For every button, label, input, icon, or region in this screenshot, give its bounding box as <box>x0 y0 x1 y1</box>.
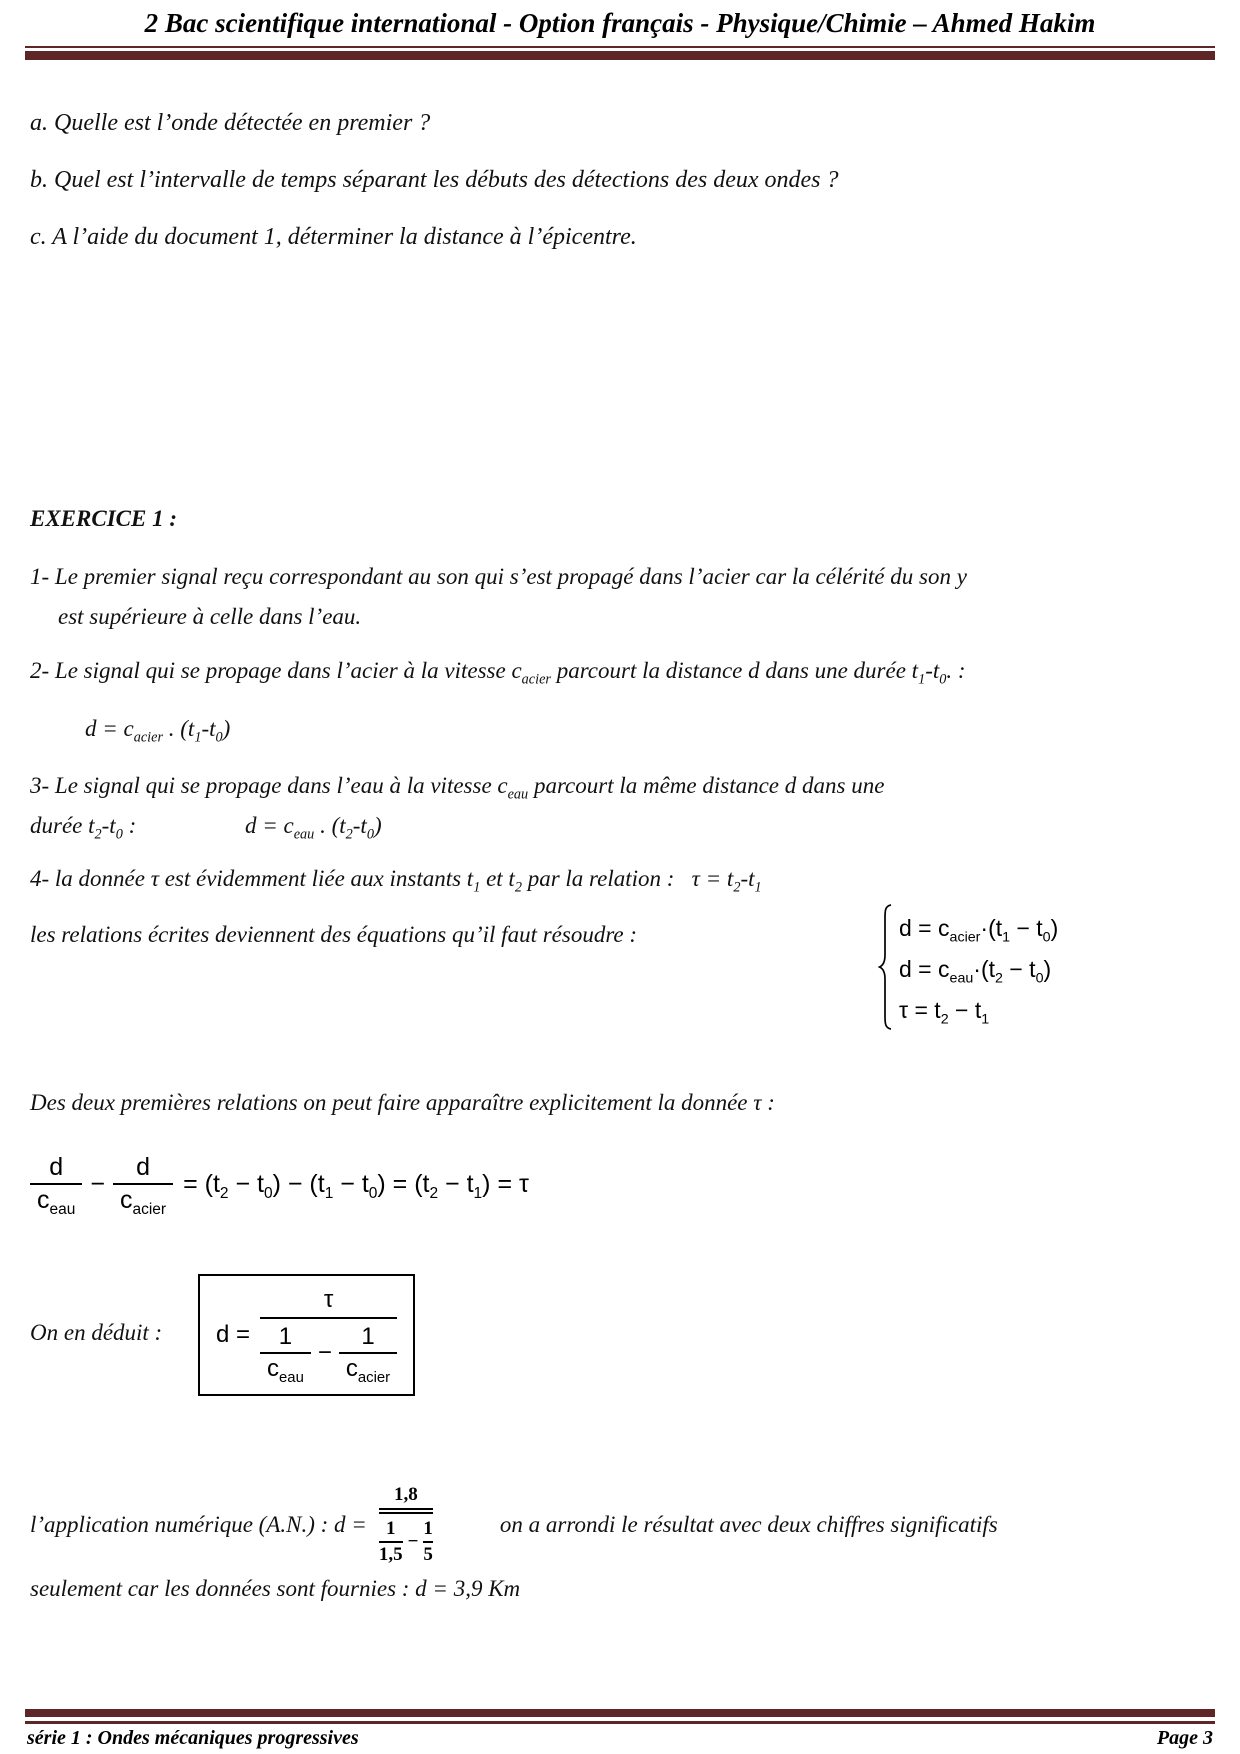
main-fraction-bar <box>379 1508 433 1514</box>
fraction-d-over-cacier <box>113 1152 173 1216</box>
fraction-denominator: 5 <box>423 1544 433 1565</box>
fraction-1-over-1_5 <box>379 1518 403 1566</box>
footer-page-number: Page 3 <box>1156 1727 1213 1749</box>
fraction-1-over-ceau <box>260 1322 311 1384</box>
fraction-bar <box>423 1541 433 1543</box>
answer4-relations-text: les relations écrites deviennent des équations qu’il faut résoudre : <box>30 922 638 947</box>
fraction-numerator: 1 <box>278 1323 293 1350</box>
fraction-d-over-ceau <box>30 1152 82 1216</box>
question-b: b. Quel est l’intervalle de temps séparant les débuts des détections des deux ondes ? <box>30 167 839 193</box>
footer-rule-thin <box>25 1721 1215 1724</box>
equation-system <box>878 903 1058 1036</box>
answer2-text: 2- Le signal qui se propage dans l’acier à la vitesse $c_{acier}$ parcourt la distance d dans une durée $t_1-t_0$. : <box>30 658 966 688</box>
header-rule-thin <box>25 46 1215 48</box>
minus-operator: − <box>407 1531 419 1552</box>
fraction-denominator: $c_{eau}$ <box>37 1186 76 1218</box>
fraction-denominator <box>379 1518 433 1566</box>
numeric-application-suffix: on a arrondi le résultat avec deux chiffres significatifs <box>499 1512 998 1537</box>
minus-operator: − <box>317 1339 332 1366</box>
fraction-numerator: 1 <box>361 1323 375 1350</box>
exercise-heading: EXERCICE 1 : <box>30 506 177 531</box>
answer2-equation: $d = c_{acier}$ . $(t_1-t_0)$ <box>85 716 231 746</box>
minus-operator: − <box>90 1169 105 1198</box>
deduction-label: On en déduit : <box>30 1320 163 1345</box>
footer-rule-thick <box>25 1709 1215 1717</box>
answer3-line2: durée $t_2-t_0$ : <box>30 813 137 843</box>
fraction-numerator: 1,8 <box>393 1484 418 1505</box>
fraction-numerator: d <box>49 1153 64 1181</box>
answer3-equation: $d = c_{eau}$ . $(t_2-t_0)$ <box>245 813 382 843</box>
footer-series-title: série 1 : Ondes mécaniques progressives <box>27 1727 359 1749</box>
question-a: a. Quelle est l’onde détectée en premier ? <box>30 110 431 136</box>
fraction-equation-rhs: = $(t_2 - t_0) - (t_1 - t_0) = (t_2 - t_1) = \tau$ <box>183 1169 529 1202</box>
numeric-application-fraction <box>379 1484 433 1566</box>
fraction-bar <box>379 1541 403 1543</box>
system-equation-2: $d = c_{eau}\cdot(t_2 - t_0)$ <box>899 956 1052 987</box>
numeric-application-line <box>30 1484 998 1566</box>
fraction-numerator: 1 <box>423 1518 433 1539</box>
fraction-equation <box>30 1152 529 1216</box>
fraction-1-over-cacier <box>339 1322 397 1384</box>
fraction-numerator: 1 <box>385 1518 396 1539</box>
numeric-application-result: seulement car les données sont fournies : d = 3,9 Km <box>30 1576 521 1601</box>
answer3-line1: 3- Le signal qui se propage dans l’eau à la vitesse $c_{eau}$ parcourt la même distance d dans une <box>30 773 885 803</box>
curly-brace-icon <box>878 903 894 1036</box>
page-header-title: 2 Bac scientifique international - Option français - Physique/Chimie – Ahmed Hakim <box>144 8 1096 38</box>
numeric-application-prefix: l’application numérique (A.N.) : d = <box>30 1512 367 1537</box>
system-equation-1: $d = c_{acier}\cdot(t_1 - t_0)$ <box>899 915 1059 946</box>
boxed-formula-lhs: d = <box>216 1321 251 1348</box>
boxed-formula <box>198 1274 415 1396</box>
boxed-main-fraction <box>260 1286 397 1384</box>
boxed-numerator-tau: τ <box>323 1286 334 1313</box>
answer1-line1: 1- Le premier signal reçu correspondant au son qui s’est propagé dans l’acier car la célérité du son y <box>30 564 967 589</box>
question-c: c. A l’aide du document 1, déterminer la distance à l’épicentre. <box>30 224 637 250</box>
fraction-denominator: $c_{acier}$ <box>345 1355 391 1386</box>
main-fraction-bar <box>260 1317 397 1319</box>
explicit-tau-text: Des deux premières relations on peut faire apparaître explicitement la donnée τ : <box>30 1090 775 1115</box>
answer4-text: 4- la donnée τ est évidemment liée aux instants $t_1$ et $t_2$ par la relation : $\tau = t_2-t_1$ <box>30 866 762 896</box>
boxed-denominator <box>260 1322 397 1384</box>
system-equation-3: $\tau = t_2 - t_1$ <box>899 997 990 1028</box>
fraction-numerator: d <box>136 1153 150 1181</box>
fraction-denominator: $c_{eau}$ <box>267 1355 304 1386</box>
fraction-denominator: 1,5 <box>378 1544 403 1565</box>
answer1-line2: est supérieure à celle dans l’eau. <box>58 604 362 629</box>
header-rule-thick <box>25 51 1215 60</box>
fraction-denominator: $c_{acier}$ <box>119 1186 167 1218</box>
fraction-1-over-5 <box>423 1518 433 1566</box>
